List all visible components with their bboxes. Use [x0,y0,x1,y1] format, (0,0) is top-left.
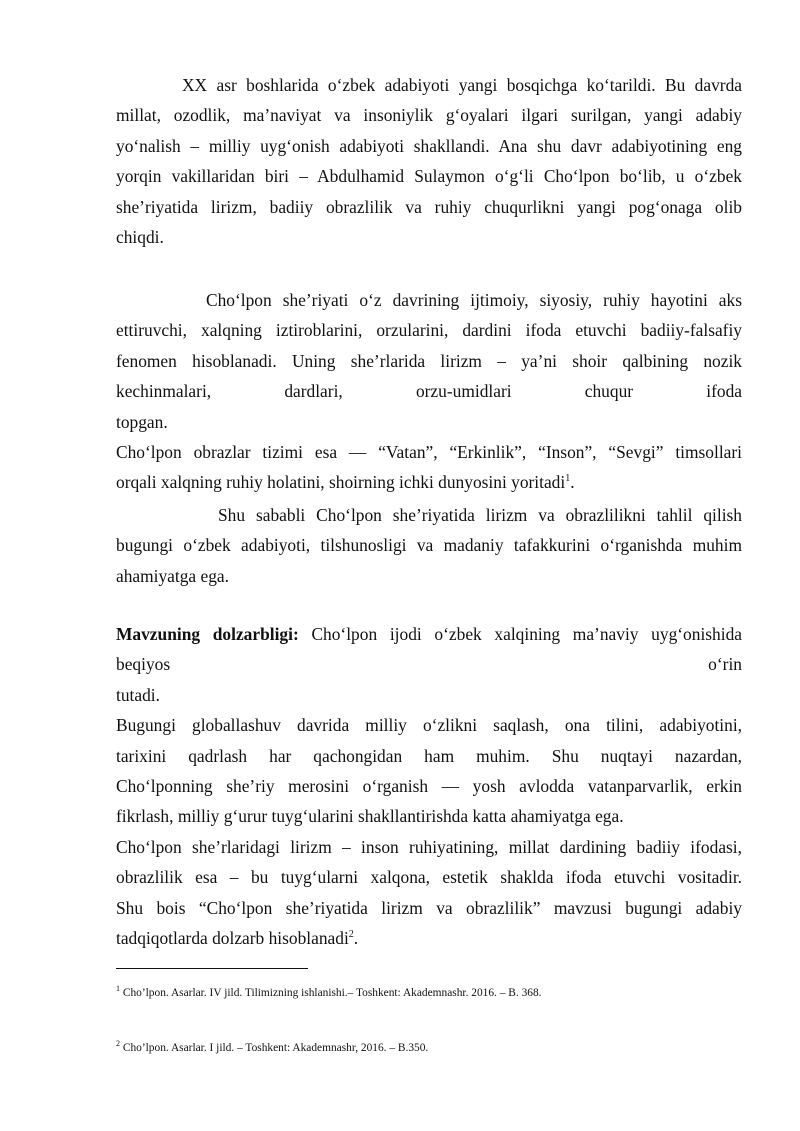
section-heading: Mavzuning dolzarbligi: [116,624,299,644]
text-line: fenomen hisoblanadi. Uning she’rlarida lirizm – ya’ni shoir qalbining nozik [116,350,742,371]
paragraph-conclusion [116,832,742,954]
text-line [116,467,742,497]
footnote-ref[interactable]: 1 [565,473,571,485]
footnote-text: Cho’lpon. Asarlar. IV jild. Tilimizning ishlanishi.– Toshkent: Akademnashr. 2016. – B. 368. [122,987,542,999]
sentence-end: . [353,928,359,949]
text-line-content: orqali xalqning ruhiy holatini, shoirning ichki dunyosini yoritadi [116,472,566,493]
text-line: Bugungi globallashuv davrida milliy o‘zlikni saqlash, ona tilini, adabiyotini, [116,715,742,736]
text-line: Cho‘lponning she’riy merosini o‘rganish — yosh avlodda vatanparvarlik, erkin [116,776,742,797]
sentence-end: . [570,472,575,493]
text-line: Cho‘lpon she’riyati o‘z davrining ijtimoiy, siyosiy, ruhiy hayotini aks [206,290,742,310]
text-line: yorqin vakillaridan biri – Abdulhamid Sulaymon o‘g‘li Cho‘lpon bo‘lib, u o‘zbek [116,166,742,187]
text-line: she’riyatida lirizm, badiiy obrazlilik va ruhiy chuqurlikni yangi pog‘onaga olib [116,196,742,217]
text-line: fikrlash, milliy g‘urur tuyg‘ularini shakllantirishda katta ahamiyatga ega. [116,806,624,827]
text-line: XX asr boshlarida o‘zbek adabiyoti yangi bosqichga ko‘tarildi. Bu davrda [182,75,742,95]
text-line: kechinmalari, dardlari, orzu-umidlari chuqur ifoda topgan. [116,381,742,432]
paragraph-significance [116,500,742,591]
text-line-content: tadqiqotlarda dolzarb hisoblanadi [116,928,349,949]
footnote-text: Cho’lpon. Asarlar. I jild. – Toshkent: Akademnashr, 2016. – B.350. [122,1042,429,1054]
text-line [116,923,742,953]
footnote-1 [116,986,542,1000]
text-line: ettiruvchi, xalqning iztiroblarini, orzularini, dardini ifoda etuvchi badiiy-falsafiy [116,320,742,341]
text-line-content: Cho‘lpon ijodi o‘zbek xalqining ma’naviy uyg‘onishida [298,624,742,644]
text-line: obrazlilik esa – bu tuyg‘ularni xalqona, estetik shaklda ifoda etuvchi vositadir. [116,867,742,888]
text-line [116,619,742,649]
text-line: ahamiyatga ega. [116,565,229,586]
paragraph-relevance [116,619,742,832]
text-line: Shu sababli Cho‘lpon she’riyatida lirizm va obrazlilikni tahlil qilish [218,505,742,525]
text-line: millat, ozodlik, ma’naviyat va insoniylik g‘oyalari ilgari surilgan, yangi adabiy [116,105,742,126]
text-line: tarixini qadrlash har qachongidan ham muhim. Shu nuqtayi nazardan, [116,745,742,766]
text-line: Shu bois “Cho‘lpon she’riyatida lirizm va obrazlilik” mavzusi bugungi adabiy [116,897,742,918]
text-line: bugungi o‘zbek adabiyoti, tilshunosligi va madaniy tafakkurini o‘rganishda muhim [116,535,742,556]
paragraph-intro [116,70,742,252]
footnote-2 [116,1041,428,1055]
text-line: Cho‘lpon obrazlar tizimi esa — “Vatan”, “Erkinlik”, “Inson”, “Sevgi” timsollari [116,442,742,463]
footnote-ref[interactable]: 2 [348,929,354,941]
footnote-separator [116,968,308,969]
paragraph-cholpon-poetry [116,285,742,498]
text-line: Cho‘lpon she’rlaridagi lirizm – inson ruhiyatining, millat dardining badiiy ifodasi, [116,837,742,857]
text-line: chiqdi. [116,227,164,248]
text-line: beqiyos o‘rin tutadi. [116,654,742,705]
text-line: yo‘nalish – milliy uyg‘onish adabiyoti shakllandi. Ana shu davr adabiyotining eng [116,135,742,156]
footnote-mark: 2 [116,1039,120,1049]
footnote-mark: 1 [116,984,120,994]
